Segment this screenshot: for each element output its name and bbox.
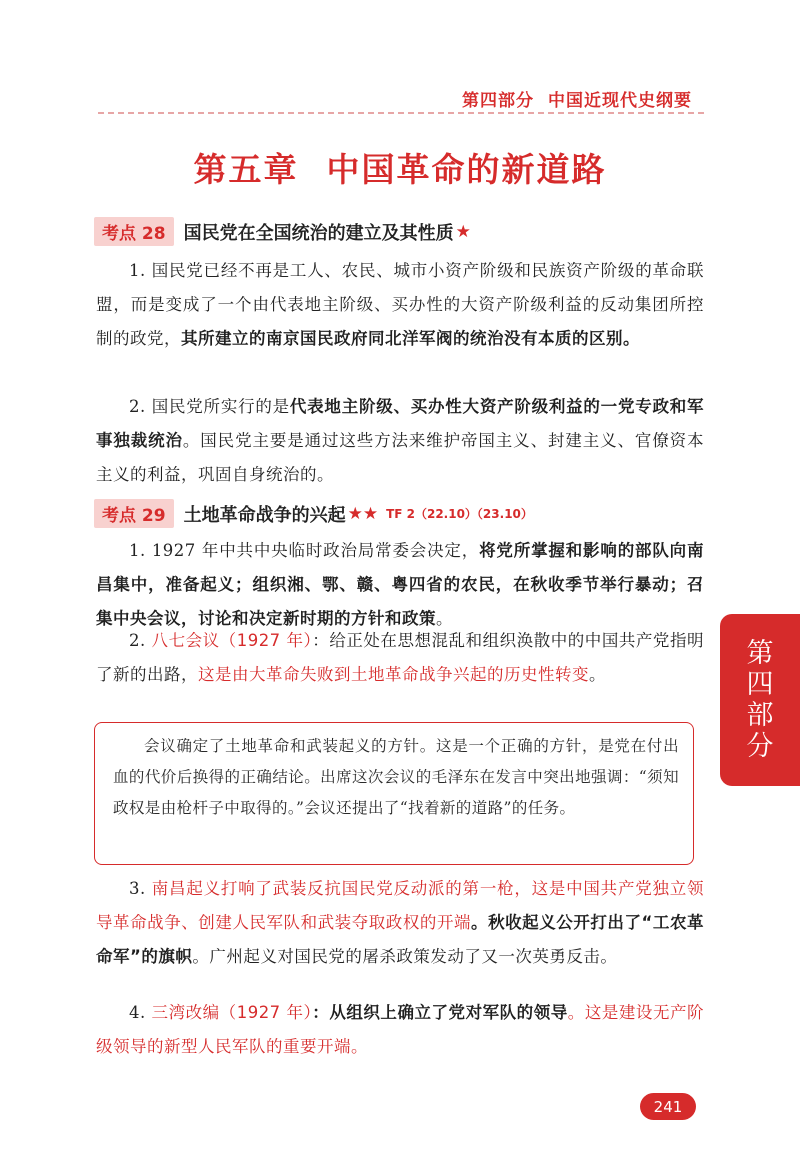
kaodian-29-badge: 考点 29 bbox=[94, 499, 174, 528]
chapter-name: 中国革命的新道路 bbox=[326, 150, 607, 189]
kaodian-29-paragraph-1: 1. 1927 年中共中央临时政治局常委会决定，将党所掌握和影响的部队向南昌集中，准备起义；组织湘、鄂、赣、粤四省的农民，在秋收季节举行暴动；召集中央会议，讨论和决定新时期的方针和政策。 bbox=[96, 541, 705, 628]
kaodian-29-paragraph-3: 3. 南昌起义打响了武装反抗国民党反动派的第一枪，这是中国共产党独立领导革命战争、创建人民军队和武装夺取政权的开端。秋收起义公开打出了“工农革命军”的旗帜。广州起义对国民党的屠杀政策发动了又一次英勇反击。 bbox=[96, 879, 704, 966]
quote-box bbox=[94, 722, 694, 865]
quote-text: 会议确定了土地革命和武装起义的方针。这是一个正确的方针，是党在付出血的代价后换得的正确结论。出席这次会议的毛泽东在发言中突出地强调：“须知政权是由枪杆子中取得的。”会议还提出了“找着新的道路”的任务。 bbox=[113, 737, 679, 817]
exam-frequency-tag: TF 2（22.10）（23.10） bbox=[386, 507, 533, 521]
importance-star-icon: ★★ bbox=[347, 503, 379, 524]
running-head bbox=[462, 86, 692, 111]
kaodian-28-paragraph-1: 1. 国民党已经不再是工人、农民、城市小资产阶级和民族资产阶级的革命联盟，而是变成了一个由代表地主阶级、买办性的大资产阶级利益的反动集团所控制的政党，其所建立的南京国民政府同北洋军阀的统治没有本质的区别。 bbox=[96, 261, 704, 348]
kaodian-28-paragraph-2: 2. 国民党所实行的是代表地主阶级、买办性大资产阶级利益的一党专政和军事独裁统治。国民党主要是通过这些方法来维护帝国主义、封建主义、官僚资本主义的利益，巩固自身统治的。 bbox=[96, 397, 705, 484]
chapter-title bbox=[0, 144, 800, 191]
header-divider bbox=[98, 112, 704, 114]
kaodian-29-heading bbox=[94, 499, 533, 528]
kaodian-28-badge: 考点 28 bbox=[94, 217, 174, 246]
kaodian-29-paragraph-4: 4. 三湾改编（1927 年）：从组织上确立了党对军队的领导。这是建设无产阶级领导的新型人民军队的重要开端。 bbox=[96, 1003, 705, 1056]
part-side-tab bbox=[720, 614, 800, 786]
running-head-part: 第四部分 bbox=[462, 91, 534, 111]
kaodian-29-title: 土地革命战争的兴起 bbox=[183, 504, 346, 526]
page-number: 241 bbox=[640, 1093, 696, 1120]
kaodian-28-title: 国民党在全国统治的建立及其性质 bbox=[183, 222, 454, 244]
kaodian-28-heading bbox=[94, 217, 471, 246]
kaodian-29-paragraph-2: 2. 八七会议（1927 年）：给正处在思想混乱和组织涣散中的中国共产党指明了新的出路，这是由大革命失败到土地革命战争兴起的历史性转变。 bbox=[96, 631, 704, 684]
part-side-tab-label: 第四部分 bbox=[746, 638, 774, 762]
running-head-title: 中国近现代史纲要 bbox=[548, 91, 692, 111]
importance-star-icon: ★ bbox=[455, 221, 471, 242]
chapter-number: 第五章 bbox=[193, 150, 299, 189]
